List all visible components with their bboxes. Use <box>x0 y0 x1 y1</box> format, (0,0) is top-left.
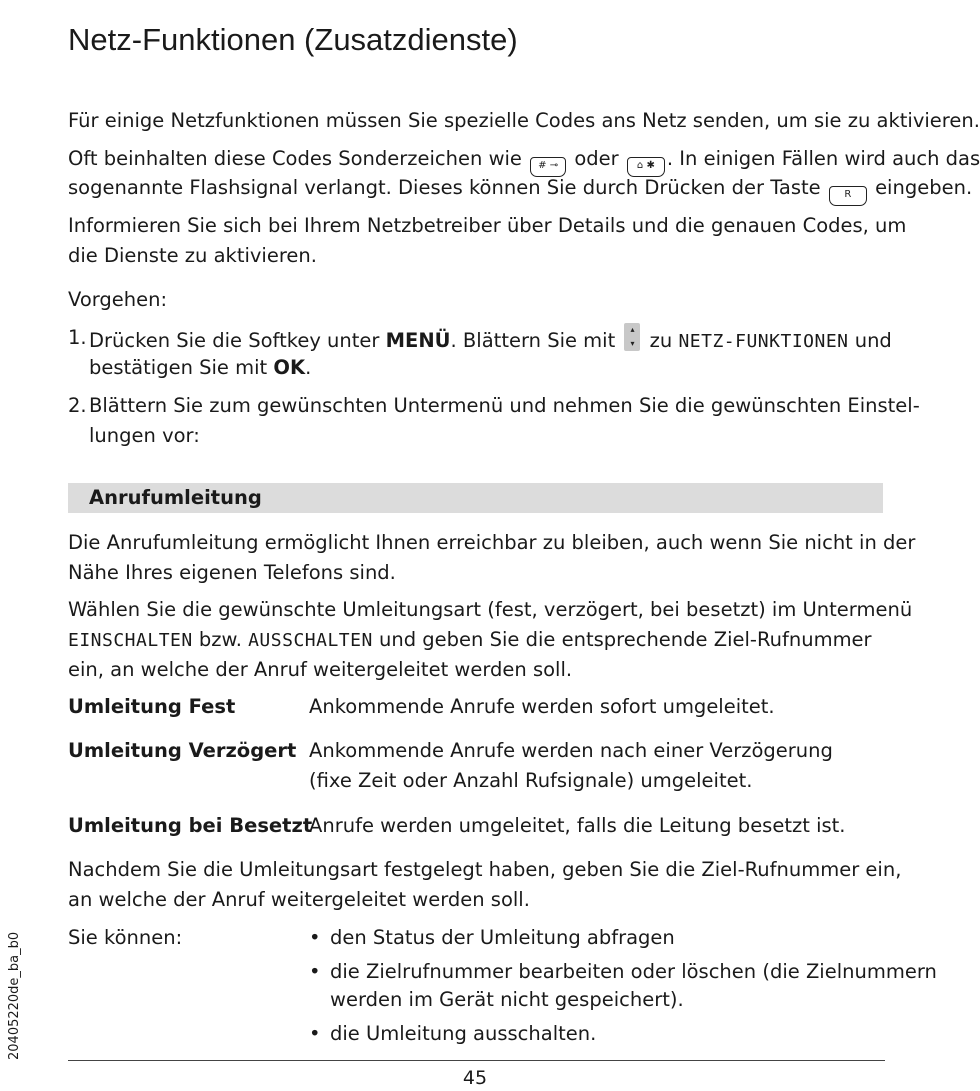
intro-text: . In einigen Fällen wird auch das <box>666 147 980 170</box>
step-number: 2. <box>68 394 87 417</box>
bullet-icon: • <box>309 926 321 949</box>
arrow-down-icon: ▾ <box>630 339 635 348</box>
list-item-text: den Status der Umleitung abfragen <box>330 926 675 949</box>
definition-description: Anrufe werden umgeleitet, falls die Leitung besetzt ist. <box>309 814 846 837</box>
section-paragraph-1-line-2: Nähe Ihres eigenen Telefons sind. <box>68 561 396 584</box>
list-item-text-line-2: werden im Gerät nicht gespeichert). <box>330 988 684 1011</box>
section-heading-bar <box>68 483 883 513</box>
definition-description-line-2: (fixe Zeit oder Anzahl Rufsignale) umgeleitet. <box>309 769 753 792</box>
definition-term: Umleitung Verzögert <box>68 739 297 762</box>
step-text-line-2: lungen vor: <box>89 424 200 447</box>
section-paragraph-2-line-2 <box>68 625 898 656</box>
step-text-part: bestätigen Sie mit <box>89 356 274 379</box>
bullet-icon: • <box>309 960 321 983</box>
footer-divider <box>68 1060 885 1061</box>
section-text: bzw. <box>192 628 249 651</box>
list-item-text: die Umleitung ausschalten. <box>330 1022 597 1045</box>
intro-text: Oft beinhalten diese Codes Sonderzeichen wie <box>68 147 522 170</box>
document-code: 20405220de_ba_b0 <box>7 931 22 1060</box>
intro-text: oder <box>574 147 619 170</box>
intro-text: eingeben. <box>875 176 973 199</box>
definition-description: Ankommende Anrufe werden sofort umgeleitet. <box>309 695 775 718</box>
intro-paragraph-1: Für einige Netzfunktionen müssen Sie spezielle Codes ans Netz senden, um sie zu aktivieren. <box>68 109 980 132</box>
display-text-einschalten: EINSCHALTEN <box>68 630 193 651</box>
step-text-part: . Blättern Sie mit <box>450 329 616 352</box>
page-number: 45 <box>462 1067 488 1089</box>
definition-description: Ankommende Anrufe werden nach einer Verzögerung <box>309 739 833 762</box>
step-text-part: und <box>848 329 892 352</box>
procedure-label: Vorgehen: <box>68 288 168 311</box>
list-item-text: die Zielrufnummer bearbeiten oder löschen (die Zielnummern <box>330 960 937 983</box>
intro-text: sogenannte Flashsignal verlangt. Dieses können Sie durch Drücken der Taste <box>68 176 821 199</box>
arrow-up-icon: ▴ <box>630 325 635 334</box>
star-key-icon: ⌂ ✱ <box>627 157 665 177</box>
step-text <box>89 323 899 357</box>
options-label: Sie können: <box>68 926 183 949</box>
intro-paragraph-3-line-2: die Dienste zu aktivieren. <box>68 244 317 267</box>
intro-paragraph-2-line-2 <box>68 173 973 206</box>
step-text-part: Drücken Sie die Softkey unter <box>89 329 386 352</box>
bullet-icon: • <box>309 1022 321 1045</box>
section-paragraph-1-line-1: Die Anrufumleitung ermöglicht Ihnen erreichbar zu bleiben, auch wenn Sie nicht in der <box>68 531 916 554</box>
navigation-key-icon <box>624 323 640 351</box>
page-title: Netz-Funktionen (Zusatzdienste) <box>68 22 518 57</box>
definition-term: Umleitung Fest <box>68 695 236 718</box>
step-text: Blättern Sie zum gewünschten Untermenü und nehmen Sie die gewünschten Einstel- <box>89 394 920 417</box>
intro-paragraph-3-line-1: Informieren Sie sich bei Ihrem Netzbetreiber über Details und die genauen Codes, um <box>68 214 907 237</box>
display-text-ausschalten: AUSSCHALTEN <box>248 630 373 651</box>
menu-softkey-label: MENÜ <box>385 329 451 352</box>
step-text-part: . <box>305 356 312 379</box>
closing-paragraph-line-2: an welche der Anruf weitergeleitet werden soll. <box>68 888 530 911</box>
step-number: 1. <box>68 326 87 349</box>
display-text-netz-funktionen: NETZ-FUNKTIONEN <box>678 331 849 352</box>
r-key-icon: R <box>829 186 867 206</box>
closing-paragraph-line-1: Nachdem Sie die Umleitungsart festgelegt haben, geben Sie die Ziel-Rufnummer ein, <box>68 858 902 881</box>
step-text-part: zu <box>649 329 679 352</box>
hash-key-icon: # ⊸ <box>530 157 566 177</box>
section-text: und geben Sie die entsprechende Ziel-Rufnummer <box>372 628 872 651</box>
section-paragraph-2-line-3: ein, an welche der Anruf weitergeleitet werden soll. <box>68 658 573 681</box>
section-heading: Anrufumleitung <box>89 486 262 509</box>
section-paragraph-2-line-1: Wählen Sie die gewünschte Umleitungsart (fest, verzögert, bei besetzt) im Untermenü <box>68 598 913 621</box>
step-text-line-2 <box>89 353 899 383</box>
ok-label: OK <box>273 356 306 379</box>
definition-term: Umleitung bei Besetzt <box>68 814 313 837</box>
